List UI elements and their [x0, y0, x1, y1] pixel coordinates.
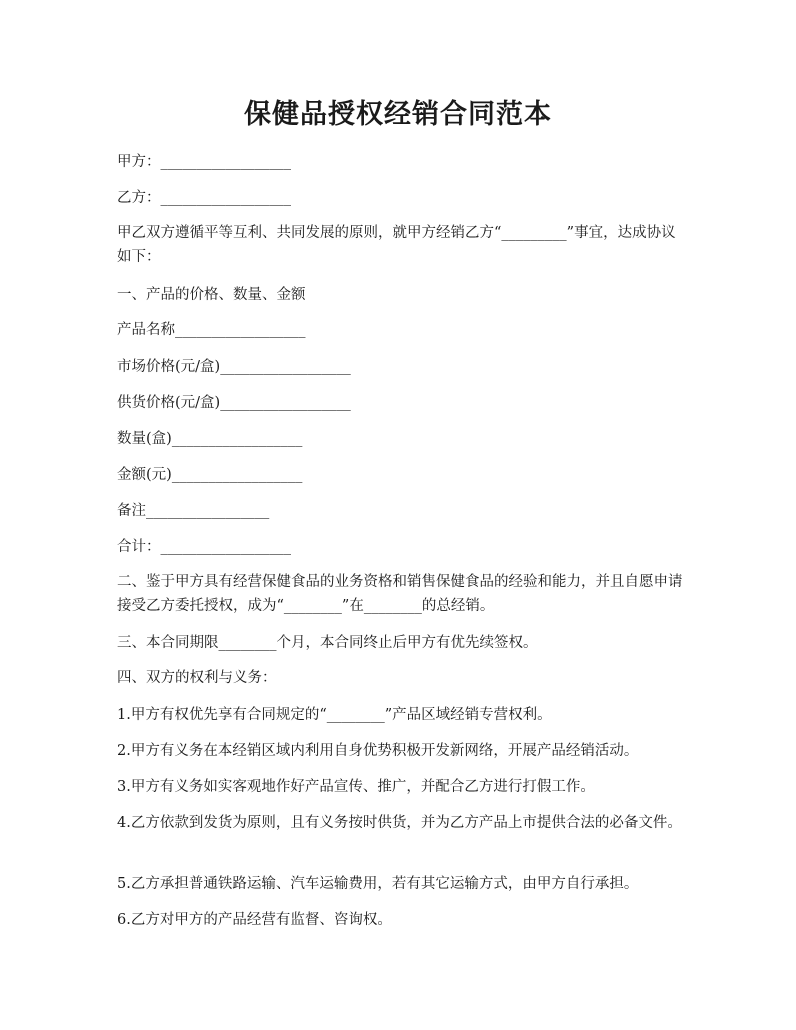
- supply-price-line: 供货价格(元/盒)__________________: [117, 395, 351, 411]
- quantity-line: 数量(盒)__________________: [117, 431, 303, 447]
- section-1-heading: 一、产品的价格、数量、金额: [117, 287, 306, 303]
- clause-1: 1.甲方有权优先享有合同规定的“________”产品区域经销专营权利。: [117, 707, 552, 723]
- clause-4: 4.乙方依款到发货为原则，且有义务按时供货，并为乙方产品上市提供合法的必备文件。: [117, 815, 682, 831]
- clause-3: 3.甲方有义务如实客观地作好产品宣传、推广，并配合乙方进行打假工作。: [117, 779, 595, 795]
- section-4-heading: 四、双方的权利与义务：: [117, 670, 277, 686]
- document-title: 保健品授权经销合同范本: [244, 99, 552, 130]
- preamble-paragraph: 甲乙双方遵循平等互利、共同发展的原则，就甲方经销乙方“_________”事宜，达成协议如下：: [117, 225, 676, 265]
- amount-line: 金额(元)__________________: [117, 467, 303, 483]
- remarks-line: 备注_________________: [117, 503, 270, 519]
- market-price-line: 市场价格(元/盒)__________________: [117, 359, 351, 375]
- party-b-line: 乙方：__________________: [117, 190, 291, 206]
- clause-5: 5.乙方承担普通铁路运输、汽车运输费用，若有其它运输方式，由甲方自行承担。: [117, 876, 639, 892]
- party-a-line: 甲方：__________________: [117, 154, 291, 170]
- section-2-paragraph: 二、鉴于甲方具有经营保健食品的业务资格和销售保健食品的经验和能力，并且自愿申请接受乙方委托授权，成为“________”在________的总经销。: [117, 574, 683, 614]
- clause-2: 2.甲方有义务在本经销区域内利用自身优势积极开发新网络，开展产品经销活动。: [117, 743, 639, 759]
- section-3-paragraph: 三、本合同期限________个月，本合同终止后甲方有优先续签权。: [117, 635, 538, 651]
- clause-6: 6.乙方对甲方的产品经营有监督、咨询权。: [117, 912, 392, 928]
- total-line: 合计：__________________: [117, 539, 291, 555]
- product-name-line: 产品名称__________________: [117, 322, 306, 338]
